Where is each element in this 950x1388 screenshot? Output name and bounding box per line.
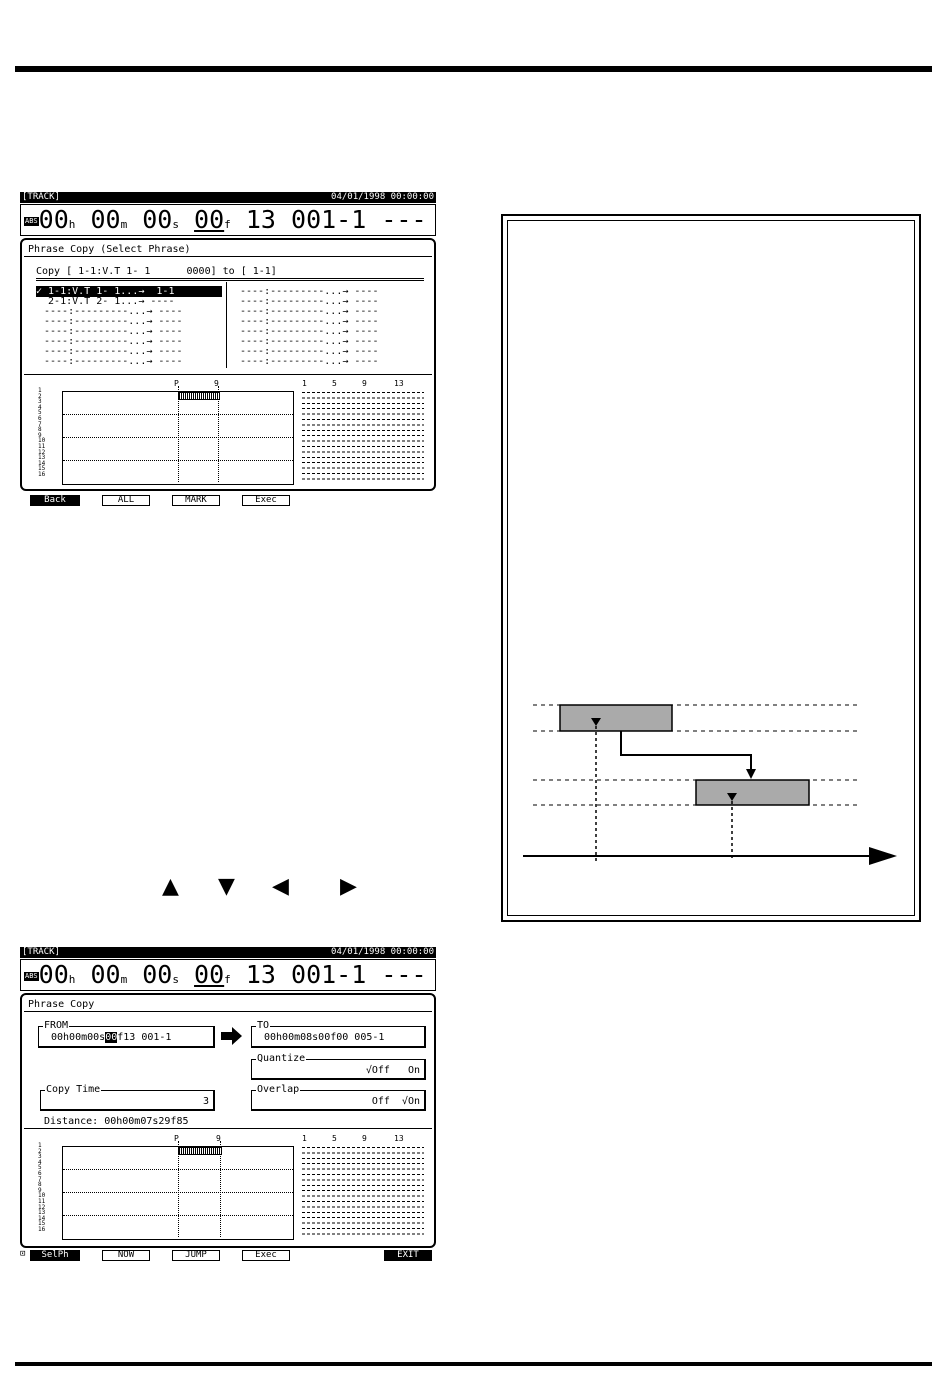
overlap-field[interactable] bbox=[251, 1084, 426, 1111]
marker-label-p: P bbox=[174, 1134, 179, 1143]
track-number-list: 1 2 3 4 5 6 7 8 9 10 11 12 13 14 15 16 bbox=[38, 387, 46, 478]
phrase-row[interactable]: ----:---------...→ ---- bbox=[44, 306, 183, 317]
to-label: TO bbox=[257, 1020, 270, 1031]
phrase-list-right[interactable] bbox=[240, 286, 430, 372]
up-arrow-icon: ▲ bbox=[162, 874, 179, 899]
top-rule bbox=[15, 66, 932, 72]
phrase-copy-panel bbox=[20, 238, 436, 491]
phrase-row-selected[interactable]: ✓ 1-1:V.T 1- 1...→ 1-1 bbox=[36, 286, 222, 297]
marker-label-p: P bbox=[174, 379, 179, 388]
time-frames: 00 bbox=[194, 960, 225, 989]
to-field[interactable] bbox=[251, 1020, 426, 1048]
level-meters bbox=[300, 1134, 430, 1237]
marker-label-9: 9 bbox=[216, 1134, 221, 1143]
level-meters bbox=[300, 379, 430, 482]
from-value-rest: f13 001-1 bbox=[117, 1032, 172, 1043]
phrase-row[interactable]: ----:---------...→ ---- bbox=[240, 316, 379, 327]
mark-button[interactable]: MARK bbox=[172, 495, 220, 506]
phrase-row[interactable]: ----:---------...→ ---- bbox=[44, 316, 183, 327]
meter-bars bbox=[302, 1147, 424, 1235]
abs-badge: ABS bbox=[25, 216, 38, 225]
function-keys bbox=[20, 1250, 436, 1261]
meter-label-1: 1 bbox=[302, 379, 307, 388]
time-axis-arrowhead-icon bbox=[869, 847, 897, 865]
unit-s: s bbox=[172, 973, 179, 986]
marker-line-9 bbox=[220, 1141, 221, 1237]
cursor-arrows bbox=[160, 876, 370, 898]
measure-beat: 001-1 bbox=[291, 960, 367, 989]
marker-line-p bbox=[178, 1141, 179, 1237]
from-label: FROM bbox=[44, 1020, 69, 1031]
source-phrase-block bbox=[560, 705, 672, 731]
exit-button[interactable]: EXIT bbox=[384, 1250, 432, 1261]
unit-m: m bbox=[120, 973, 128, 986]
summary-divider-2 bbox=[36, 280, 424, 281]
overlap-label: Overlap bbox=[257, 1084, 300, 1095]
meter-label-1: 1 bbox=[302, 1134, 307, 1143]
exec-button[interactable]: Exec bbox=[242, 495, 290, 506]
date-time: 04/01/1998 00:00:00 bbox=[331, 947, 434, 957]
track-overview bbox=[38, 1134, 298, 1237]
back-button[interactable]: Back bbox=[30, 495, 80, 506]
phrase-block bbox=[178, 392, 220, 400]
right-arrow-icon: ▶ bbox=[340, 874, 357, 899]
meter-label-9: 9 bbox=[362, 379, 367, 388]
screen-title: [TRACK] bbox=[22, 192, 60, 202]
unit-f: f bbox=[224, 973, 231, 986]
screen-title: [TRACK] bbox=[22, 947, 60, 957]
list-divider bbox=[226, 282, 227, 368]
phrase-list-left[interactable] bbox=[36, 286, 226, 372]
copy-time-label: Copy Time bbox=[46, 1084, 101, 1095]
time-seconds: 00 bbox=[142, 205, 173, 234]
bottom-rule bbox=[15, 1362, 932, 1366]
list-bottom-divider bbox=[24, 374, 432, 375]
meter-label-13: 13 bbox=[394, 1134, 404, 1143]
time-seconds: 00 bbox=[142, 960, 173, 989]
phrase-row[interactable]: ----:---------...→ ---- bbox=[240, 346, 379, 357]
right-arrow-icon bbox=[221, 1027, 243, 1045]
lock-icon: ⊡ bbox=[20, 1249, 26, 1259]
title-divider bbox=[24, 256, 432, 257]
time-subframes: 13 bbox=[245, 960, 276, 989]
distance-readout: Distance: 00h00m07s29f85 bbox=[44, 1116, 189, 1127]
copy-summary: Copy [ 1-1:V.T 1- 1 0000] to [ 1-1] bbox=[36, 266, 277, 277]
jump-button[interactable]: JUMP bbox=[172, 1250, 220, 1261]
phrase-row[interactable]: ----:---------...→ ---- bbox=[44, 356, 183, 367]
phrase-row[interactable]: ----:---------...→ ---- bbox=[240, 326, 379, 337]
function-keys bbox=[20, 495, 436, 506]
from-value-selected[interactable]: 00 bbox=[105, 1032, 118, 1043]
phrase-row[interactable]: ----:---------...→ ---- bbox=[240, 296, 379, 307]
panel-title: Phrase Copy (Select Phrase) bbox=[28, 244, 191, 255]
copy-arrowhead-icon bbox=[746, 769, 756, 779]
time-display bbox=[20, 959, 436, 991]
quantize-label: Quantize bbox=[257, 1053, 306, 1064]
lcd-title-bar bbox=[20, 947, 436, 958]
to-value[interactable]: 00h00m08s00f00 005-1 bbox=[264, 1032, 385, 1043]
phrase-block bbox=[178, 1147, 222, 1155]
phrase-row[interactable]: ----:---------...→ ---- bbox=[240, 286, 379, 297]
phrase-row[interactable]: ----:---------...→ ---- bbox=[44, 326, 183, 337]
now-button[interactable]: NOW bbox=[102, 1250, 150, 1261]
unit-h: h bbox=[68, 218, 76, 231]
time-hours: 00 bbox=[38, 960, 69, 989]
title-divider bbox=[24, 1011, 432, 1012]
marker-line-9 bbox=[218, 386, 219, 482]
diagram-frame bbox=[501, 214, 921, 922]
meter-label-13: 13 bbox=[394, 379, 404, 388]
track-overview bbox=[38, 379, 298, 482]
overlap-value[interactable]: Off √On bbox=[371, 1096, 420, 1107]
time-hours: 00 bbox=[38, 205, 69, 234]
meter-label-5: 5 bbox=[332, 1134, 337, 1143]
meter-label-9: 9 bbox=[362, 1134, 367, 1143]
down-arrow-icon: ▼ bbox=[218, 874, 235, 899]
from-value[interactable] bbox=[51, 1032, 171, 1043]
panel-title: Phrase Copy bbox=[28, 999, 95, 1010]
marker-number: --- bbox=[381, 960, 427, 989]
quantize-value[interactable]: √Off On bbox=[365, 1065, 420, 1076]
abs-badge: ABS bbox=[25, 971, 38, 980]
lcd-title-bar bbox=[20, 192, 436, 203]
left-arrow-icon: ◀ bbox=[272, 874, 289, 899]
phrase-row[interactable]: ----:---------...→ ---- bbox=[240, 356, 379, 367]
unit-m: m bbox=[120, 218, 128, 231]
summary-divider bbox=[36, 278, 424, 279]
lcd-screen-phrase-copy bbox=[20, 947, 436, 1263]
unit-s: s bbox=[172, 218, 179, 231]
from-field[interactable] bbox=[38, 1020, 215, 1048]
phrase-row[interactable]: ----:---------...→ ---- bbox=[44, 346, 183, 357]
lcd-screen-select-phrase bbox=[20, 192, 436, 508]
meter-label-5: 5 bbox=[332, 379, 337, 388]
phrase-row[interactable]: 2-1:V.T 2- 1...→ ---- bbox=[36, 296, 175, 307]
measure-beat: 001-1 bbox=[291, 205, 367, 234]
copy-arrow bbox=[621, 731, 751, 772]
select-phrase-button[interactable]: SelPh bbox=[30, 1250, 80, 1261]
time-display bbox=[20, 204, 436, 236]
unit-f: f bbox=[224, 218, 231, 231]
time-minutes: 00 bbox=[90, 960, 121, 989]
fields-bottom-divider bbox=[24, 1128, 432, 1129]
marker-line-p bbox=[178, 386, 179, 482]
phrase-copy-diagram bbox=[503, 216, 919, 920]
marker-label-9: 9 bbox=[214, 379, 219, 388]
time-minutes: 00 bbox=[90, 205, 121, 234]
dest-phrase-block bbox=[696, 780, 809, 805]
date-time: 04/01/1998 00:00:00 bbox=[331, 192, 434, 202]
phrase-row[interactable]: ----:---------...→ ---- bbox=[44, 336, 183, 347]
copy-time-field[interactable] bbox=[40, 1084, 215, 1111]
copy-time-value[interactable]: 3 bbox=[202, 1096, 209, 1107]
marker-number: --- bbox=[381, 205, 427, 234]
all-button[interactable]: ALL bbox=[102, 495, 150, 506]
track-number-list: 1 2 3 4 5 6 7 8 9 10 11 12 13 14 15 16 bbox=[38, 1142, 46, 1233]
phrase-copy-panel bbox=[20, 993, 436, 1248]
phrase-row[interactable]: ----:---------...→ ---- bbox=[240, 336, 379, 347]
time-frames: 00 bbox=[194, 205, 225, 234]
time-subframes: 13 bbox=[245, 205, 276, 234]
unit-h: h bbox=[68, 973, 76, 986]
exec-button[interactable]: Exec bbox=[242, 1250, 290, 1261]
meter-bars bbox=[302, 392, 424, 480]
quantize-field[interactable] bbox=[251, 1053, 426, 1080]
phrase-row[interactable]: ----:---------...→ ---- bbox=[240, 306, 379, 317]
from-value-time: 00h00m00s bbox=[51, 1032, 106, 1043]
